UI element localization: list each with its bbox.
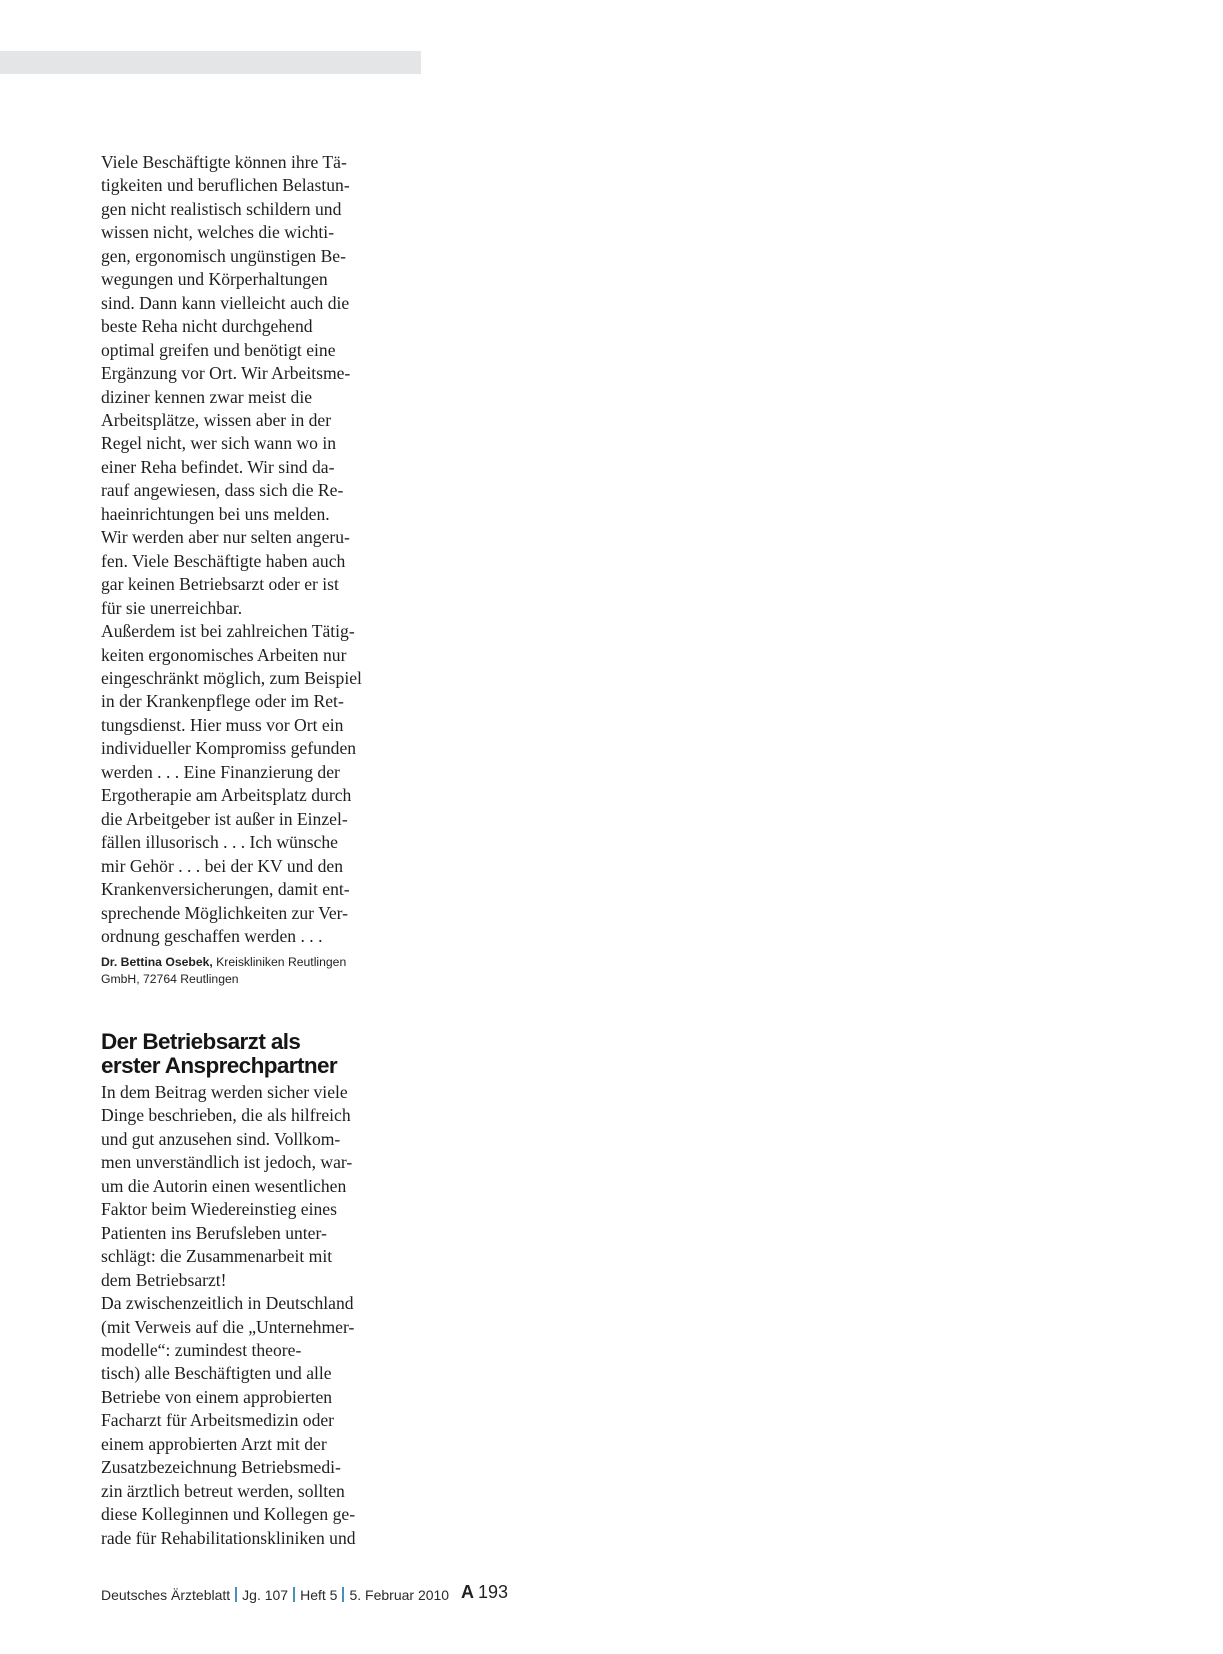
letter-betriebsarzt	[101, 1030, 381, 1550]
author-signature	[101, 954, 381, 987]
text-line: mir Gehör . . . bei der KV und den	[101, 855, 344, 876]
text-line: gar keinen Betriebsarzt oder er ist	[101, 574, 339, 595]
text-line: (mit Verweis auf die „Unternehmer-	[101, 1316, 355, 1337]
text-line: modelle“: zumindest theore-	[101, 1339, 302, 1360]
footer-separator	[235, 1587, 237, 1602]
author-address: GmbH, 72764 Reutlingen	[101, 971, 239, 986]
text-line: tisch) alle Beschäftigten und alle	[101, 1363, 332, 1384]
text-line: Patienten ins Berufsleben unter-	[101, 1222, 327, 1243]
text-line: rauf angewiesen, dass sich die Re-	[101, 480, 344, 501]
page-number-value: 193	[478, 1582, 509, 1602]
journal-issue: Heft 5	[300, 1587, 338, 1603]
footer-separator	[293, 1587, 295, 1602]
text-line: Regel nicht, wer sich wann wo in	[101, 433, 337, 454]
journal-name: Deutsches Ärzteblatt	[101, 1587, 231, 1603]
text-line: Ergänzung vor Ort. Wir Arbeitsme-	[101, 363, 351, 384]
text-line: eingeschränkt möglich, zum Beispiel	[101, 667, 362, 688]
text-line: schlägt: die Zusammenarbeit mit	[101, 1246, 333, 1267]
text-line: Faktor beim Wiedereinstieg eines	[101, 1199, 337, 1220]
text-line: die Arbeitgeber ist außer in Einzel-	[101, 808, 348, 829]
text-line: diese Kolleginnen und Kollegen ge-	[101, 1504, 356, 1525]
text-line: Da zwischenzeitlich in Deutschland	[101, 1293, 354, 1314]
text-line: tungsdienst. Hier muss vor Ort ein	[101, 714, 344, 735]
text-line: Außerdem ist bei zahlreichen Tätig-	[101, 621, 355, 642]
letter-body	[101, 1081, 381, 1550]
text-line: wissen nicht, welches die wichti-	[101, 222, 335, 243]
text-line: sprechende Möglichkeiten zur Ver-	[101, 902, 349, 923]
journal-volume: Jg. 107	[242, 1587, 289, 1603]
text-line: men unverständlich ist jedoch, war-	[101, 1152, 353, 1173]
text-line: einem approbierten Arzt mit der	[101, 1433, 327, 1454]
footer-separator	[342, 1587, 344, 1602]
letter-headline	[101, 1030, 381, 1077]
text-line: in der Krankenpflege oder im Ret-	[101, 691, 344, 712]
text-line: Ergotherapie am Arbeitsplatz durch	[101, 785, 352, 806]
text-line: gen nicht realistisch schildern und	[101, 198, 342, 219]
text-line: um die Autorin einen wesentlichen	[101, 1175, 347, 1196]
header-bar	[0, 51, 421, 74]
text-line: dem Betriebsarzt!	[101, 1269, 227, 1290]
letter-osebek	[101, 151, 381, 987]
text-line: einer Reha befindet. Wir sind da-	[101, 456, 335, 477]
text-line: optimal greifen und benötigt eine	[101, 339, 336, 360]
text-line: fällen illusorisch . . . Ich wünsche	[101, 832, 338, 853]
text-line: Betriebe von einem approbierten	[101, 1386, 333, 1407]
text-line: fen. Viele Beschäftigte haben auch	[101, 550, 346, 571]
text-line: Dinge beschrieben, die als hilfreich	[101, 1105, 351, 1126]
journal-date: 5. Februar 2010	[349, 1587, 450, 1603]
text-line: keiten ergonomisches Arbeiten nur	[101, 644, 347, 665]
text-line: ordnung geschaffen werden . . .	[101, 925, 323, 946]
text-line: haeinrichtungen bei uns melden.	[101, 503, 330, 524]
text-line: Wir werden aber nur selten angeru-	[101, 527, 350, 548]
text-line: zin ärztlich betreut werden, sollten	[101, 1480, 345, 1501]
text-line: werden . . . Eine Finanzierung der	[101, 761, 340, 782]
author-affiliation: Kreiskliniken Reutlingen	[212, 955, 347, 970]
text-line: und gut anzusehen sind. Vollkom-	[101, 1128, 341, 1149]
text-line: diziner kennen zwar meist die	[101, 386, 313, 407]
page-prefix: A	[461, 1582, 474, 1602]
text-line: wegungen und Körperhaltungen	[101, 269, 328, 290]
headline-line: erster Ansprechpartner	[101, 1052, 338, 1078]
text-line: Zusatzbezeichnung Betriebsmedi-	[101, 1457, 341, 1478]
author-name: Dr. Bettina Osebek,	[101, 955, 213, 970]
page-number	[461, 1582, 508, 1603]
text-line: Viele Beschäftigte können ihre Tä-	[101, 152, 347, 172]
text-line: für sie unerreichbar.	[101, 597, 243, 618]
text-line: Arbeitsplätze, wissen aber in der	[101, 409, 332, 430]
text-line: individueller Kompromiss gefunden	[101, 738, 357, 759]
signature-line	[101, 954, 381, 971]
headline-line: Der Betriebsarzt als	[101, 1029, 301, 1054]
text-line: tigkeiten und beruflichen Belastun-	[101, 175, 350, 196]
text-line: beste Reha nicht durchgehend	[101, 316, 313, 337]
text-line: Facharzt für Arbeitsmedizin oder	[101, 1410, 335, 1431]
journal-footer	[101, 1585, 449, 1603]
letter-body	[101, 151, 381, 948]
text-line: sind. Dann kann vielleicht auch die	[101, 292, 350, 313]
text-line: gen, ergonomisch ungünstigen Be-	[101, 245, 346, 266]
text-line: Krankenversicherungen, damit ent-	[101, 879, 350, 900]
text-line: rade für Rehabilitationskliniken und	[101, 1527, 356, 1548]
text-line: In dem Beitrag werden sicher viele	[101, 1082, 348, 1102]
